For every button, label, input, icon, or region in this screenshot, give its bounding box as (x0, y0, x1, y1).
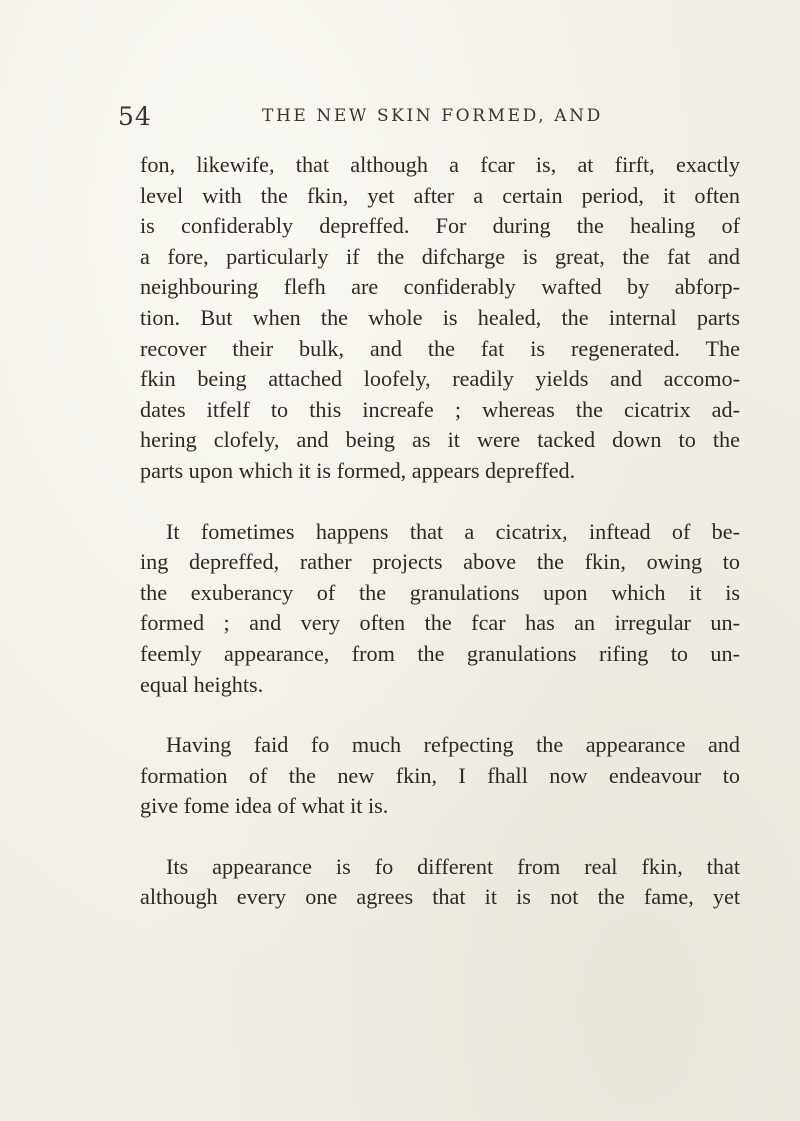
paragraph-spacer (140, 700, 740, 730)
text-line: feemly appearance, from the granulations rifing to un- (140, 640, 740, 666)
text-line: formation of the new fkin, I fhall now endeavour to (140, 762, 740, 788)
text-line: formed ; and very often the fcar has an irregular un- (140, 610, 740, 636)
text-line: give fome idea of what it is. (140, 793, 389, 819)
text-line: fkin being attached loofely, readily yields and accomo- (140, 366, 740, 392)
paragraph-3 (140, 730, 740, 822)
text-line: a fore, particularly if the difcharge is great, the fat and (140, 243, 740, 269)
text-line: ing depreffed, rather projects above the fkin, owing to (140, 549, 740, 575)
text-line: although every one agrees that it is not the fame, yet (140, 884, 740, 910)
text-line: recover their bulk, and the fat is regenerated. The (140, 335, 740, 361)
paragraph-2 (140, 517, 740, 701)
page-number: 54 (118, 102, 152, 131)
text-line: the exuberancy of the granulations upon which it is (140, 579, 740, 605)
paragraph-1 (140, 150, 740, 487)
text-line: fon, likewife, that although a fcar is, at firft, exactly (140, 152, 740, 177)
text-line: tion. But when the whole is healed, the internal parts (140, 304, 740, 330)
text-line: dates itfelf to this increafe ; whereas the cicatrix ad- (140, 396, 740, 422)
text-line: level with the fkin, yet after a certain period, it often (140, 182, 740, 208)
text-line: Its appearance is fo different from real fkin, that (166, 853, 740, 879)
text-line: is confiderably depreffed. For during the healing of (140, 213, 740, 239)
paragraph-spacer (140, 487, 740, 517)
text-line: hering clofely, and being as it were tacked down to the (140, 427, 740, 453)
body-text (140, 150, 740, 913)
text-line: equal heights. (140, 671, 264, 697)
running-head (118, 102, 718, 136)
paragraph-4 (140, 852, 740, 913)
running-head-title: THE NEW SKIN FORMED, AND (262, 106, 603, 126)
paragraph-spacer (140, 822, 740, 852)
text-line: Having faid fo much refpecting the appearance and (166, 732, 740, 758)
text-line: neighbouring flefh are confiderably wafted by abforp- (140, 274, 740, 300)
text-line: It fometimes happens that a cicatrix, inftead of be- (166, 518, 740, 544)
text-line: parts upon which it is formed, appears depreffed. (140, 457, 576, 483)
